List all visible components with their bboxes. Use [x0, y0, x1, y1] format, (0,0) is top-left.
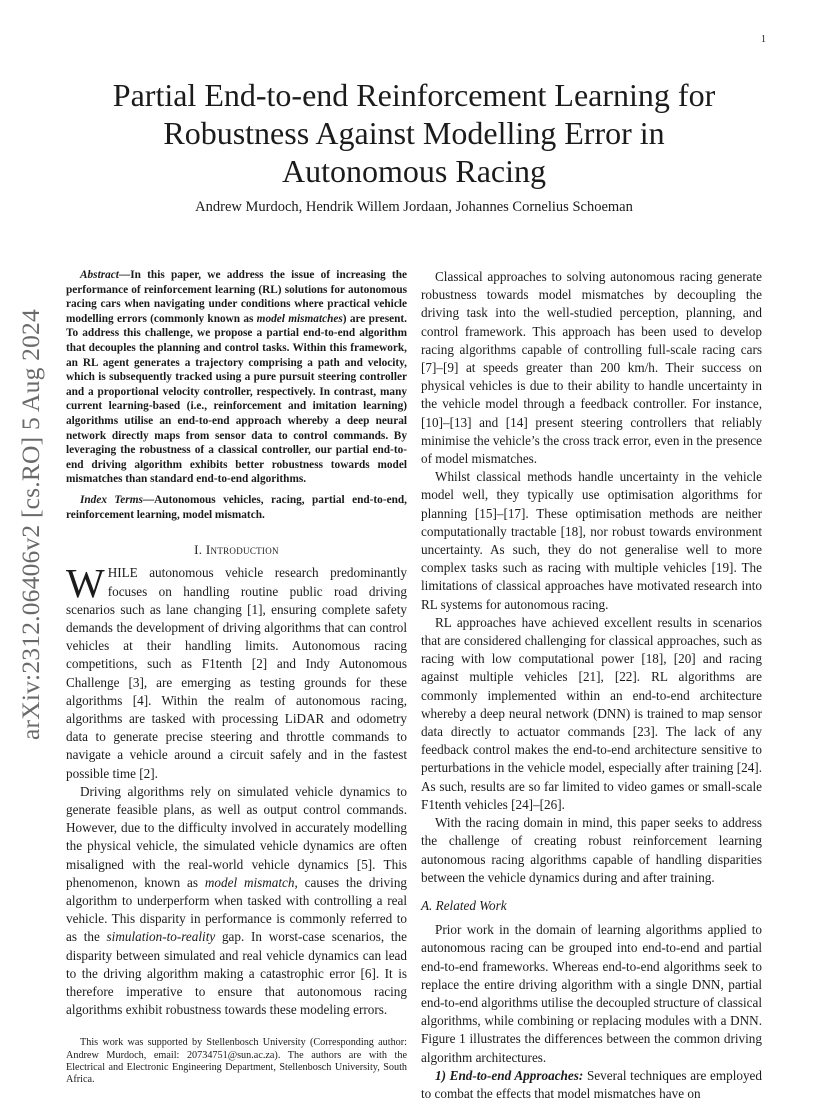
page-number: 1 [761, 34, 766, 45]
body-paragraph: RL approaches have achieved excellent results in scenarios that are considered challenging for classical approaches, such as racing with low computational power [18], [20] and racing against multiple vehicles [21], [22]. RL algorithms are commonly implemented within an end-to-end architecture whereby a deep neural network (DNN) is trained to map sensor data directly to actuator commands [23]. The lack of any feedback control makes the end-to-end architecture sensitive to perturbations in the vehicle model, especially after training [24]. As such, results are so far limited to video games or small-scale F1tenth vehicles [24]–[26]. [421, 614, 762, 812]
subsection-heading-related-work: A. Related Work [421, 897, 507, 913]
section-heading-introduction: I. Introduction [194, 542, 279, 558]
left-column [66, 268, 407, 1086]
title-line: Partial End-to-end Reinforcement Learning for [112, 77, 716, 113]
footnote: This work was supported by Stellenbosch University (Corresponding author: Andrew Murdoch, email: 20734751@sun.ac.za). The authors are with the Electrical and Electronic Engineering Department, Stellenbosch University, South Africa. [66, 1037, 407, 1085]
author-list: Andrew Murdoch, Hendrik Willem Jordaan, Johannes Cornelius Schoeman [195, 199, 633, 215]
body-paragraph: Classical approaches to solving autonomous racing generate robustness towards model mismatches by decoupling the driving task into the well-studied perception, planning, and control framework. This approach has been used to develop racing algorithms capable of controlling full-scale racing cars [7]–[9] at speeds greater than 200 km/h. Their success on physical vehicles is due to their ability to handle uncertainty in the vehicle model through a feedback controller. For instance, [10]–[13] and [14] present steering controllers that reliably minimise the vehicle’s the cross track error, even in the presence of model mismatches. [421, 269, 762, 467]
index-terms: Index Terms—Autonomous vehicles, racing, partial end-to-end, reinforcement learning, model mismatch. [66, 493, 407, 521]
right-column [421, 268, 762, 1103]
abstract-label: Abstract [80, 269, 119, 281]
arxiv-identifier: arXiv:2312.06406v2 [cs.RO] 5 Aug 2024 [16, 309, 45, 741]
intro-paragraph-2: Driving algorithms rely on simulated vehicle dynamics to generate feasible plans, as well as output control commands. However, due to the difficulty involved in accurately modelling the physical vehicle, the simulated vehicle dynamics are often misaligned with the real-world vehicle dynamics [5]. This phenomenon, known as model mismatch, causes the driving algorithm to underperform when tasked with controlling a real vehicle. This disparity in performance is commonly referred to as the simulation-to-reality gap. In worst-case scenarios, the disparity between simulated and real vehicle dynamics can lead to the driving algorithm making a catastrophic error [6]. It is therefore imperative to ensure that autonomous racing algorithms exhibit robustness towards these modeling errors. [66, 783, 408, 1018]
body-paragraph: With the racing domain in mind, this paper seeks to address the challenge of creating robust reinforcement learning autonomous racing algorithms capable of handling disparities between the vehicle dynamics during and after training. [421, 815, 762, 885]
body-paragraph: Whilst classical methods handle uncertainty in the vehicle model well, they typically use optimisation algorithms for planning [15]–[17]. These optimisation methods are neither computationally tractable [18], nor robust towards environment uncertainty. As such, they do not generalise well to more complex tasks such as racing with multiple vehicles [19]. The limitations of classical approaches have motivated research into RL systems for autonomous racing. [421, 469, 762, 612]
intro-paragraph-1: WHILE autonomous vehicle research predominantly focuses on handling routine public road driving scenarios such as lane changing [1], ensuring complete safety demands the development of driving algorithms that can control vehicles at their handling limits. Autonomous racing competitions, such as F1tenth [2] and Indy Autonomous Challenge [3], are emerging as testing grounds for these algorithms [4]. Within the realm of autonomous racing, algorithms are tasked with processing LiDAR and odometry data to generate precise steering and throttle commands to navigate a vehicle around a circuit safely and in the fastest possible time [2]. [66, 560, 407, 781]
paper-title [60, 76, 768, 190]
drop-cap: W [66, 560, 105, 607]
abstract: Abstract—In this paper, we address the issue of increasing the performance of reinforcement learning (RL) solutions for autonomous racing cars when navigating under conditions where practical vehicle modelling errors (commonly known as model mismatches) are present. To address this challenge, we propose a partial end-to-end algorithm that decouples the planning and control tasks. Within this framework, an RL agent generates a trajectory comprising a path and velocity, which is subsequently tracked using a pure pursuit steering controller and a proportional velocity controller, respectively. In contrast, many current learning-based (i.e., reinforcement and imitation learning) algorithms utilise an end-to-end approach whereby a deep neural network directly maps from sensor data to control commands. By leveraging the robustness of a classical controller, our partial end-to-end driving algorithm exhibits better robustness towards model mismatches than standard end-to-end algorithms. [66, 269, 407, 486]
body-paragraph: Prior work in the domain of learning algorithms applied to autonomous racing can be grouped into end-to-end and partial end-to-end frameworks. Whereas end-to-end algorithms seek to replace the entire driving algorithm with a single DNN, partial end-to-end algorithms utilise the decoupled structure of classical algorithms, while combining or replacing modules with a DNN. Figure 1 illustrates the differences between the common driving algorithm architectures. [421, 922, 762, 1065]
body-paragraph-end-to-end: 1) End-to-end Approaches: Several techniques are employed to combat the effects that model mismatches have on [421, 1067, 762, 1101]
paragraph-heading: 1) End-to-end Approaches: [435, 1067, 584, 1083]
index-terms-label: Index Terms [80, 493, 143, 506]
title-line: Autonomous Racing [282, 153, 546, 189]
title-line: Robustness Against Modelling Error in [163, 115, 665, 151]
